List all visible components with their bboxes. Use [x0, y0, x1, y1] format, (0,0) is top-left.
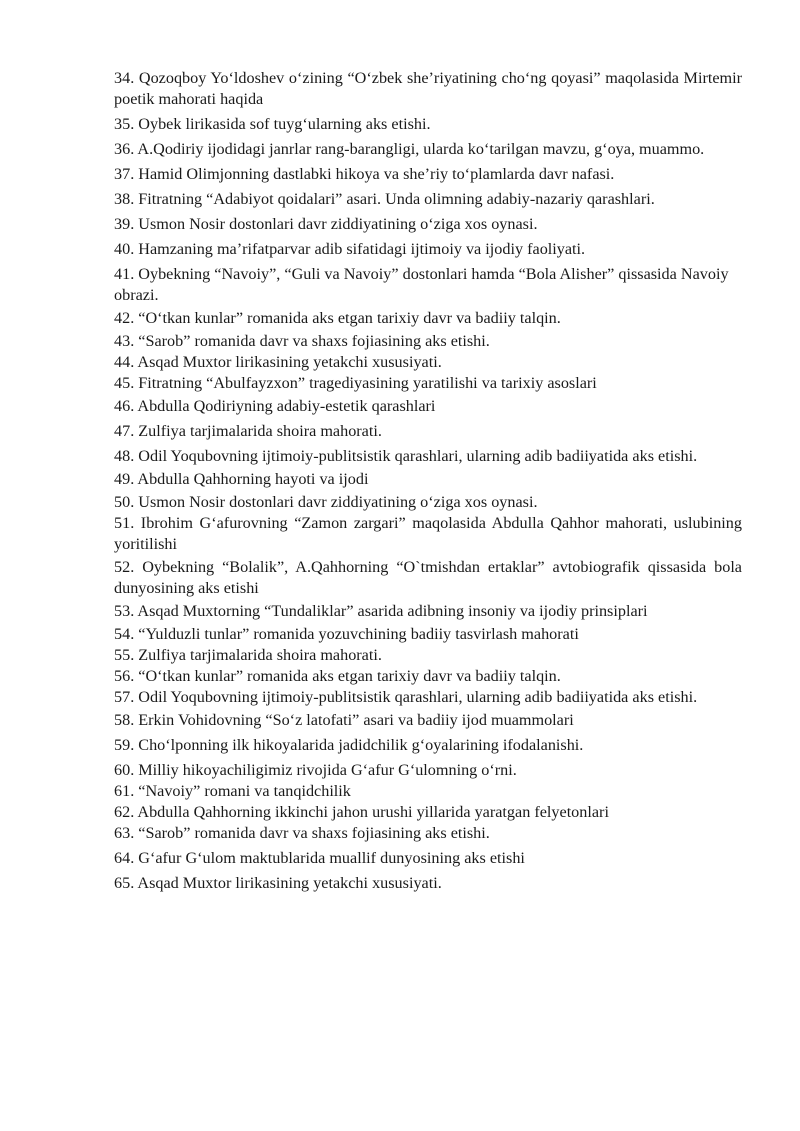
list-item: 48. Odil Yoqubovning ijtimoiy-publitsistik qarashlari, ularning adib badiiyatida aks etishi. — [114, 447, 698, 465]
list-item: 65. Asqad Muxtor lirikasining yetakchi xususiyati. — [114, 874, 442, 892]
list-item: 36. A.Qodiriy ijodidagi janrlar rang-barangligi, ularda ko‘tarilgan mavzu, g‘oya, muammo. — [114, 140, 705, 158]
list-item: 62. Abdulla Qahhorning ikkinchi jahon urushi yillarida yaratgan felyetonlari — [114, 803, 609, 821]
list-item: 47. Zulfiya tarjimalarida shoira mahorati. — [114, 422, 382, 440]
list-item: 58. Erkin Vohidovning “So‘z latofati” asari va badiiy ijod muammolari — [114, 711, 574, 729]
list-item: 50. Usmon Nosir dostonlari davr ziddiyatining o‘ziga xos oynasi. — [114, 493, 538, 511]
list-item: 57. Odil Yoqubovning ijtimoiy-publitsistik qarashlari, ularning adib badiiyatida aks etishi. — [114, 688, 698, 706]
list-item: 44. Asqad Muxtor lirikasining yetakchi xususiyati. — [114, 353, 442, 371]
list-item: 61. “Navoiy” romani va tanqidchilik — [114, 782, 351, 800]
list-item: 51. Ibrohim G‘afurovning “Zamon zargari” maqolasida Abdulla Qahhor mahorati, uslubining yoritilishi — [114, 514, 742, 553]
list-item: 43. “Sarob” romanida davr va shaxs fojiasining aks etishi. — [114, 332, 490, 350]
list-item: 49. Abdulla Qahhorning hayoti va ijodi — [114, 470, 369, 488]
list-item: 41. Oybekning “Navoiy”, “Guli va Navoiy” dostonlari hamda “Bola Alisher” qissasida Navoiy obrazi. — [114, 265, 729, 304]
list-item: 56. “O‘tkan kunlar” romanida aks etgan tarixiy davr va badiiy talqin. — [114, 667, 561, 685]
list-item: 42. “O‘tkan kunlar” romanida aks etgan tarixiy davr va badiiy talqin. — [114, 309, 561, 327]
list-item: 52. Oybekning “Bolalik”, A.Qahhorning “O`tmishdan ertaklar” avtobiografik qissasida bola dunyosining aks etishi — [114, 558, 742, 597]
topic-list — [114, 68, 742, 894]
list-item: 39. Usmon Nosir dostonlari davr ziddiyatining o‘ziga xos oynasi. — [114, 215, 538, 233]
list-item: 35. Oybek lirikasida sof tuyg‘ularning aks etishi. — [114, 115, 431, 133]
list-item: 37. Hamid Olimjonning dastlabki hikoya va she’riy to‘plamlarda davr nafasi. — [114, 165, 615, 183]
list-item: 59. Cho‘lponning ilk hikoyalarida jadidchilik g‘oyalarining ifodalanishi. — [114, 736, 584, 754]
list-item: 40. Hamzaning ma’rifatparvar adib sifatidagi ijtimoiy va ijodiy faoliyati. — [114, 240, 586, 258]
list-item: 55. Zulfiya tarjimalarida shoira mahorati. — [114, 646, 382, 664]
list-item: 54. “Yulduzli tunlar” romanida yozuvchining badiiy tasvirlash mahorati — [114, 625, 579, 643]
list-item: 60. Milliy hikoyachiligimiz rivojida G‘afur G‘ulomning o‘rni. — [114, 761, 517, 779]
list-item: 53. Asqad Muxtorning “Tundaliklar” asarida adibning insoniy va ijodiy prinsiplari — [114, 602, 648, 620]
list-item: 34. Qozoqboy Yo‘ldoshev o‘zining “O‘zbek she’riyatining cho‘ng qoyasi” maqolasida Mirtemir poetik mahorati haqida — [114, 69, 742, 108]
list-item: 63. “Sarob” romanida davr va shaxs fojiasining aks etishi. — [114, 824, 490, 842]
list-item: 64. G‘afur G‘ulom maktublarida muallif dunyosining aks etishi — [114, 849, 525, 867]
list-item: 38. Fitratning “Adabiyot qoidalari” asari. Unda olimning adabiy-nazariy qarashlari. — [114, 190, 655, 208]
list-item: 45. Fitratning “Abulfayzxon” tragediyasining yaratilishi va tarixiy asoslari — [114, 374, 597, 392]
list-item: 46. Abdulla Qodiriyning adabiy-estetik qarashlari — [114, 397, 436, 415]
